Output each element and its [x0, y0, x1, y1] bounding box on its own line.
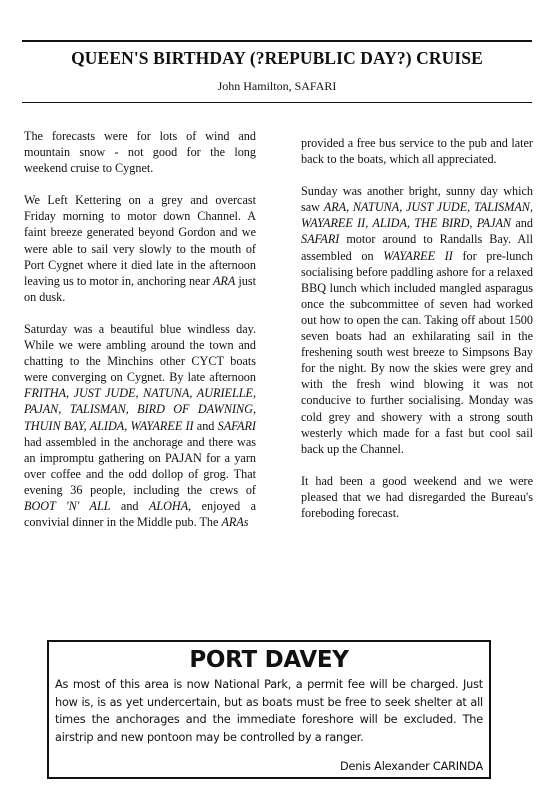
port-davey-notice — [47, 640, 491, 779]
article-paragraph — [301, 135, 533, 167]
text-run: The forecasts were for lots of wind and mountain snow - not good for the long weekend cruise to Cygnet. — [24, 129, 256, 176]
notice-title: PORT DAVEY — [189, 647, 349, 673]
text-run: and — [511, 216, 533, 231]
text-run: We Left Kettering on a grey and overcast Friday morning to motor down Channel. A faint breeze generated beyond Gordon and we were able to sail very slowly to the mouth of Port Cygnet where it died late in the afternoon leaving us to motor in, anchoring near — [24, 193, 256, 288]
article-byline: John Hamilton, SAFARI — [217, 79, 337, 93]
boat-names: ARAs — [221, 515, 249, 530]
boat-names: SAFARI — [217, 418, 256, 433]
text-run: just on dusk. — [24, 273, 257, 304]
text-run: motor around to Randalls Bay. All assembled on — [301, 232, 533, 263]
article-paragraph — [301, 183, 533, 457]
article-paragraph — [301, 473, 533, 521]
text-run: It had been a good weekend and we were pleased that we had disregarded the Bureau's foreboding forecast. — [301, 473, 533, 520]
article-paragraph — [24, 192, 256, 305]
boat-names: ARA, NATUNA, JUST JUDE, TALISMAN, WAYAREE II, ALIDA, THE BIRD, PAJAN — [301, 200, 533, 231]
text-run: and — [193, 418, 218, 433]
notice-signature: Denis Alexander CARINDA — [339, 760, 483, 773]
text-run: , enjoyed a convivial dinner in the Middle pub. The — [24, 498, 256, 530]
boat-names: BOOT 'N' ALL — [24, 498, 111, 513]
article-paragraph — [24, 321, 256, 530]
article-title: QUEEN'S BIRTHDAY (?REPUBLIC DAY?) CRUISE — [71, 48, 483, 68]
boat-names: SAFARI — [301, 232, 340, 247]
boat-names: WAYAREE II — [383, 248, 453, 263]
boat-names: FRITHA, JUST JUDE, NATUNA, AURIELLE, PAJAN, TALISMAN, BIRD OF DAWNING, THUIN BAY, ALIDA, WAYAREE II — [24, 386, 256, 433]
article-paragraph — [24, 128, 256, 176]
top-rule — [22, 40, 532, 42]
text-run: and — [110, 498, 149, 513]
text-run: Sunday was another bright, sunny day which saw — [301, 184, 533, 215]
article-column-left — [24, 128, 256, 546]
text-run: had assembled in the anchorage and there was an impromptu gathering on PAJAN for a yarn over coffee and the odd dollop of grog. That evening 36 people, including the crews of — [24, 434, 256, 497]
boat-names: ALOHA — [148, 498, 189, 513]
article-column-right — [301, 135, 533, 537]
text-run: for pre-lunch socialising before paddling ashore for a relaxed BBQ lunch which included mangled asparagus once the subcommittee of seven had worked out how to open the can. Taking off about 1500 seven boats had an exhilarating sail in the freshening south west breeze to Simpsons Bay for the night. By now the skies were grey and with the fresh wind blowing it was not conducive to further socialising. Monday was cold grey and showery with a strong south westerly which made for a fast but cool sail back up the Channel. — [301, 248, 533, 456]
notice-body: As most of this area is now National Park, a permit fee will be charged. Just how is, is as yet undercertain, but as boats must be free to seek shelter at all times the anchorages and the immediate foreshore will be excluded. The airstrip and new pontoon may be controlled by a ranger. — [55, 678, 483, 744]
text-run: provided a free bus service to the pub and later back to the boats, which all appreciated. — [301, 136, 533, 167]
header-rule — [22, 102, 532, 103]
boat-names: ARA — [212, 273, 236, 288]
text-run: Saturday was a beautiful blue windless day. While we were ambling around the town and chatting to the Minchins other CYCT boats were converging on Cygnet. By late afternoon — [24, 321, 256, 385]
